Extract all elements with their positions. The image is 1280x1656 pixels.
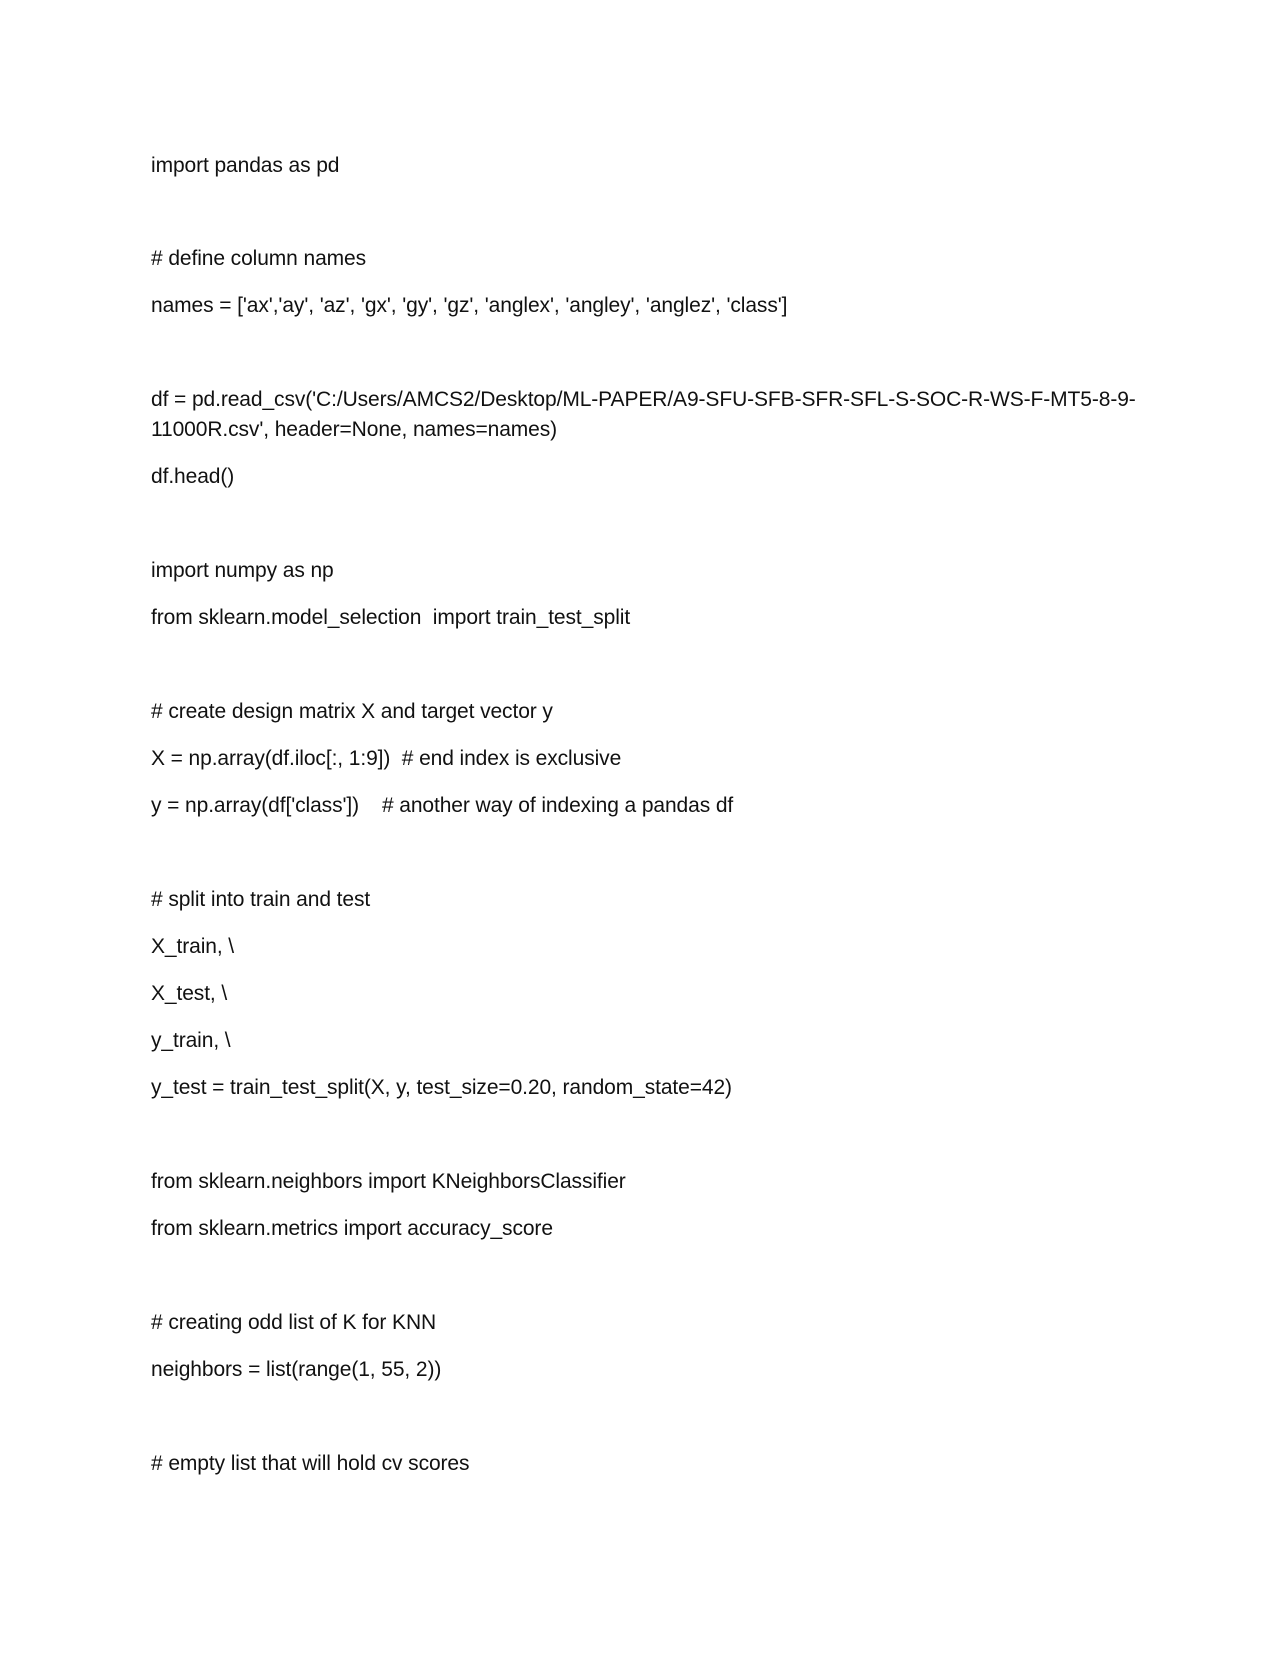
code-line-import-kneighbors: from sklearn.neighbors import KNeighborsClassifier — [151, 1170, 626, 1193]
code-line-names: names = ['ax','ay', 'az', 'gx', 'gy', 'gz', 'anglex', 'angley', 'anglez', 'class'] — [151, 294, 788, 317]
code-line-neighbors: neighbors = list(range(1, 55, 2)) — [151, 1358, 442, 1381]
comment-design-matrix: # create design matrix X and target vector y — [151, 700, 553, 723]
code-line-read-csv-1: df = pd.read_csv('C:/Users/AMCS2/Desktop/ML-PAPER/A9-SFU-SFB-SFR-SFL-S-SOC-R-WS-F-MT5-8-9- — [151, 388, 1136, 411]
code-line-y-train: y_train, \ — [151, 1029, 231, 1052]
code-line-import-accuracy: from sklearn.metrics import accuracy_score — [151, 1217, 553, 1240]
code-line-import-train-test-split: from sklearn.model_selection import train_test_split — [151, 606, 631, 629]
code-line-x-train: X_train, \ — [151, 935, 235, 958]
comment-odd-list: # creating odd list of K for KNN — [151, 1311, 437, 1334]
comment-split: # split into train and test — [151, 888, 371, 911]
comment-define-column-names: # define column names — [151, 247, 367, 270]
code-line-import-numpy: import numpy as np — [151, 559, 334, 582]
code-line-y-test: y_test = train_test_split(X, y, test_size=0.20, random_state=42) — [151, 1076, 732, 1099]
code-line-y-array: y = np.array(df['class']) # another way of indexing a pandas df — [151, 794, 734, 817]
code-line-read-csv-2: 11000R.csv', header=None, names=names) — [151, 418, 558, 441]
code-line-df-head: df.head() — [151, 465, 235, 488]
code-line-x-array: X = np.array(df.iloc[:, 1:9]) # end index is exclusive — [151, 747, 622, 770]
code-line-import-pandas: import pandas as pd — [151, 154, 340, 177]
comment-empty-list: # empty list that will hold cv scores — [151, 1452, 470, 1475]
code-line-x-test: X_test, \ — [151, 982, 228, 1005]
